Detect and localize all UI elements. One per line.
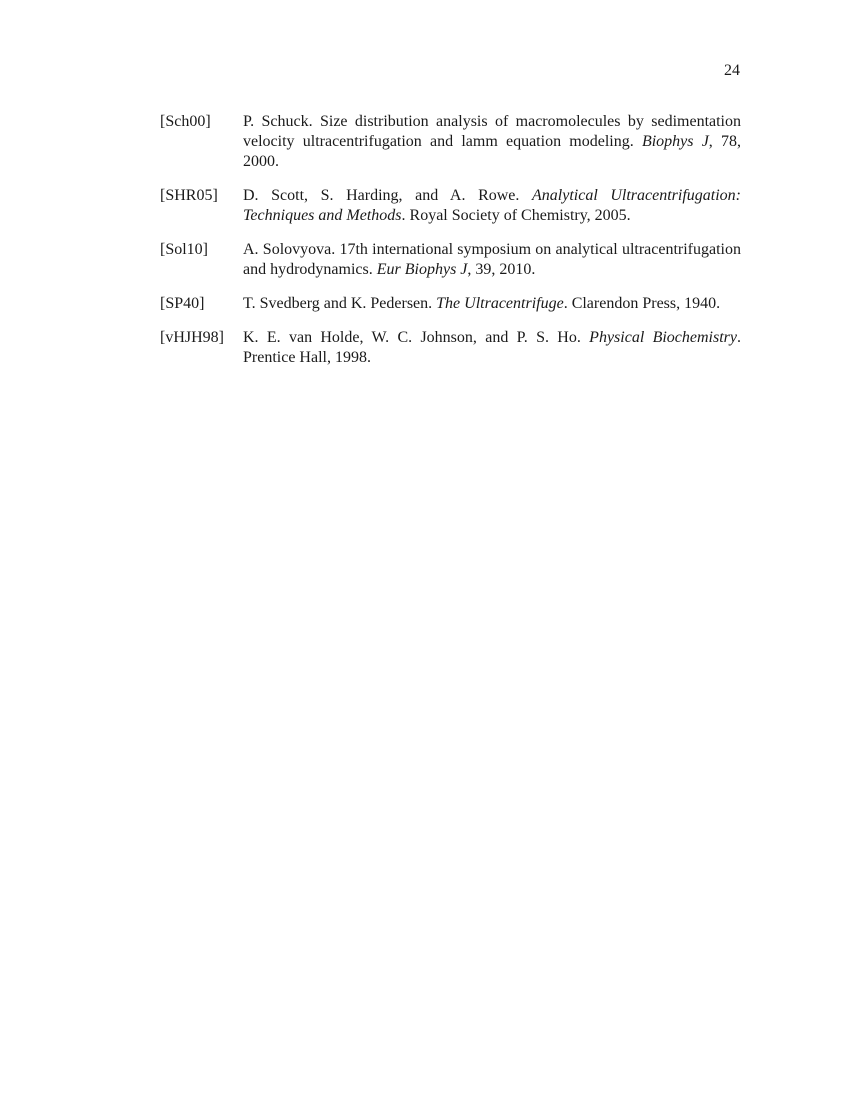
citation-text — [243, 112, 741, 172]
citation-authors: T. Svedberg and K. Pedersen. — [243, 295, 437, 312]
citation-details: , 39, 2010. — [467, 261, 536, 278]
citation-details: , 78, 2000. — [243, 133, 742, 170]
citation-key: [SHR05] — [160, 187, 218, 204]
citation-authors-title: P. Schuck. Size distribution analysis of macromolecules by sedimentation velocity ultracentrifugation and lamm equation modeling. — [243, 113, 741, 150]
citation-key: [Sol10] — [160, 241, 208, 258]
citation-details: . Prentice Hall, 1998. — [243, 329, 742, 366]
citation-details: . Clarendon Press, 1940. — [563, 295, 721, 312]
bib-entry — [160, 294, 741, 314]
citation-key: [vHJH98] — [160, 329, 224, 346]
citation-details: . Royal Society of Chemistry, 2005. — [401, 207, 631, 224]
citation-text — [243, 186, 741, 226]
citation-text — [243, 294, 741, 314]
citation-text — [243, 240, 741, 280]
bibliography-list — [160, 112, 741, 382]
page-number: 24 — [724, 62, 740, 79]
citation-authors-title: A. Solovyova. 17th international symposium on analytical ultracentrifugation and hydrodynamics. — [243, 241, 741, 278]
citation-venue: Eur Biophys J — [376, 261, 468, 278]
citation-key: [SP40] — [160, 295, 205, 312]
citation-book-title: Analytical Ultracentrifugation: Techniques and Methods — [243, 187, 742, 224]
bib-entry — [160, 328, 741, 368]
citation-authors: K. E. van Holde, W. C. Johnson, and P. S. Ho. — [243, 329, 590, 346]
bib-entry — [160, 186, 741, 226]
citation-text — [243, 328, 741, 368]
citation-book-title: The Ultracentrifuge — [436, 295, 564, 312]
citation-venue: Biophys J — [641, 133, 709, 150]
bib-entry — [160, 112, 741, 172]
citation-key: [Sch00] — [160, 113, 211, 130]
citation-authors: D. Scott, S. Harding, and A. Rowe. — [243, 187, 532, 204]
bib-entry — [160, 240, 741, 280]
citation-book-title: Physical Biochemistry — [589, 329, 738, 346]
